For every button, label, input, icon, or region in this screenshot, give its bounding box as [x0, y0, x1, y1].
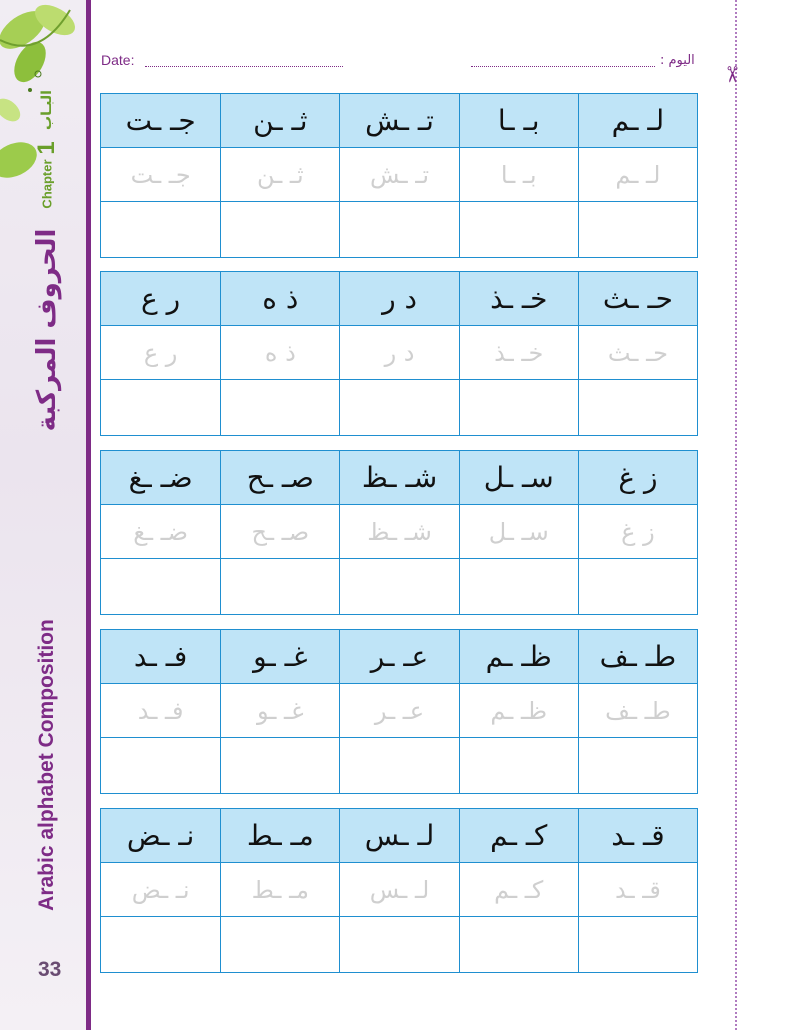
letter-cell: مـ ـط [220, 809, 339, 863]
letter-cell: خـ ـذ [459, 272, 578, 326]
day-label: اليوم : [660, 53, 695, 68]
letter-cell: ر ع [101, 272, 220, 326]
letter-cell: قـ ـد [578, 809, 697, 863]
writing-cell[interactable] [339, 738, 458, 793]
trace-cell[interactable]: ثـ ـن [220, 148, 339, 202]
trace-cell[interactable]: د ر [339, 326, 458, 380]
sidebar [0, 0, 88, 1030]
writing-cell[interactable] [339, 202, 458, 257]
letter-cell: صـ ـح [220, 451, 339, 505]
exercise-grid [100, 271, 698, 436]
letter-cell: لـ ـم [578, 94, 697, 148]
writing-cell[interactable] [459, 380, 578, 435]
writing-cell[interactable] [220, 380, 339, 435]
letter-cell: لـ ـس [339, 809, 458, 863]
writing-cell[interactable] [578, 202, 697, 257]
trace-cell[interactable]: قـ ـد [578, 863, 697, 917]
trace-cell[interactable]: سـ ـل [459, 505, 578, 559]
title-en: Arabic alphabet Composition [35, 619, 58, 911]
exercise-grid [100, 808, 698, 973]
trace-cell[interactable]: مـ ـط [220, 863, 339, 917]
cut-line [735, 0, 737, 1030]
letter-cell: د ر [339, 272, 458, 326]
exercise-grid [100, 450, 698, 615]
writing-cell[interactable] [578, 380, 697, 435]
letter-cell: بـ ـا [459, 94, 578, 148]
chapter-number: 1 [33, 141, 60, 155]
trace-cell[interactable]: بـ ـا [459, 148, 578, 202]
title-ar: الحروف المركبة [32, 228, 62, 432]
writing-cell[interactable] [220, 917, 339, 972]
letter-cell: شـ ـظ [339, 451, 458, 505]
trace-cell[interactable]: كـ ـم [459, 863, 578, 917]
trace-cell[interactable]: طـ ـف [578, 684, 697, 738]
day-field[interactable] [471, 66, 655, 67]
trace-cell[interactable]: ضـ ـغ [101, 505, 220, 559]
exercise-grid [100, 93, 698, 258]
writing-cell[interactable] [459, 917, 578, 972]
letter-cell: فـ ـد [101, 630, 220, 684]
trace-cell[interactable]: ر ع [101, 326, 220, 380]
writing-cell[interactable] [101, 559, 220, 614]
sidebar-rule [86, 0, 91, 1030]
writing-cell[interactable] [578, 917, 697, 972]
letter-cell: غـ ـو [220, 630, 339, 684]
letter-cell: سـ ـل [459, 451, 578, 505]
trace-cell[interactable]: غـ ـو [220, 684, 339, 738]
writing-cell[interactable] [459, 202, 578, 257]
letter-cell: ثـ ـن [220, 94, 339, 148]
trace-cell[interactable]: شـ ـظ [339, 505, 458, 559]
writing-cell[interactable] [101, 917, 220, 972]
trace-cell[interactable]: عـ ـر [339, 684, 458, 738]
exercise-grid [100, 629, 698, 794]
trace-cell[interactable]: تـ ـش [339, 148, 458, 202]
letter-cell: عـ ـر [339, 630, 458, 684]
letter-cell: ظـ ـم [459, 630, 578, 684]
trace-cell[interactable]: حـ ـث [578, 326, 697, 380]
writing-cell[interactable] [101, 738, 220, 793]
letter-cell: حـ ـث [578, 272, 697, 326]
writing-cell[interactable] [459, 738, 578, 793]
writing-cell[interactable] [220, 202, 339, 257]
date-label: Date: [101, 52, 135, 68]
page-number: 33 [38, 958, 62, 981]
trace-cell[interactable]: ز غ [578, 505, 697, 559]
letter-cell: كـ ـم [459, 809, 578, 863]
writing-cell[interactable] [101, 380, 220, 435]
writing-cell[interactable] [339, 380, 458, 435]
trace-cell[interactable]: فـ ـد [101, 684, 220, 738]
writing-cell[interactable] [339, 917, 458, 972]
writing-cell[interactable] [101, 202, 220, 257]
trace-cell[interactable]: صـ ـح [220, 505, 339, 559]
trace-cell[interactable]: خـ ـذ [459, 326, 578, 380]
trace-cell[interactable]: ذ ه [220, 326, 339, 380]
letter-cell: ضـ ـغ [101, 451, 220, 505]
letter-cell: طـ ـف [578, 630, 697, 684]
trace-cell[interactable]: ظـ ـم [459, 684, 578, 738]
writing-cell[interactable] [459, 559, 578, 614]
letter-cell: تـ ـش [339, 94, 458, 148]
letter-cell: ز غ [578, 451, 697, 505]
writing-cell[interactable] [578, 738, 697, 793]
trace-cell[interactable]: لـ ـم [578, 148, 697, 202]
trace-cell[interactable]: جـ ـت [101, 148, 220, 202]
writing-cell[interactable] [220, 738, 339, 793]
letter-cell: نـ ـض [101, 809, 220, 863]
trace-cell[interactable]: نـ ـض [101, 863, 220, 917]
scissors-icon: ✂ [718, 65, 744, 84]
trace-cell[interactable]: لـ ـس [339, 863, 458, 917]
chapter-label-en: Chapter [39, 159, 55, 209]
letter-cell: جـ ـت [101, 94, 220, 148]
writing-cell[interactable] [339, 559, 458, 614]
writing-cell[interactable] [578, 559, 697, 614]
writing-cell[interactable] [220, 559, 339, 614]
chapter-label-ar: البـاب [39, 90, 55, 130]
letter-cell: ذ ه [220, 272, 339, 326]
date-field[interactable] [145, 66, 343, 67]
